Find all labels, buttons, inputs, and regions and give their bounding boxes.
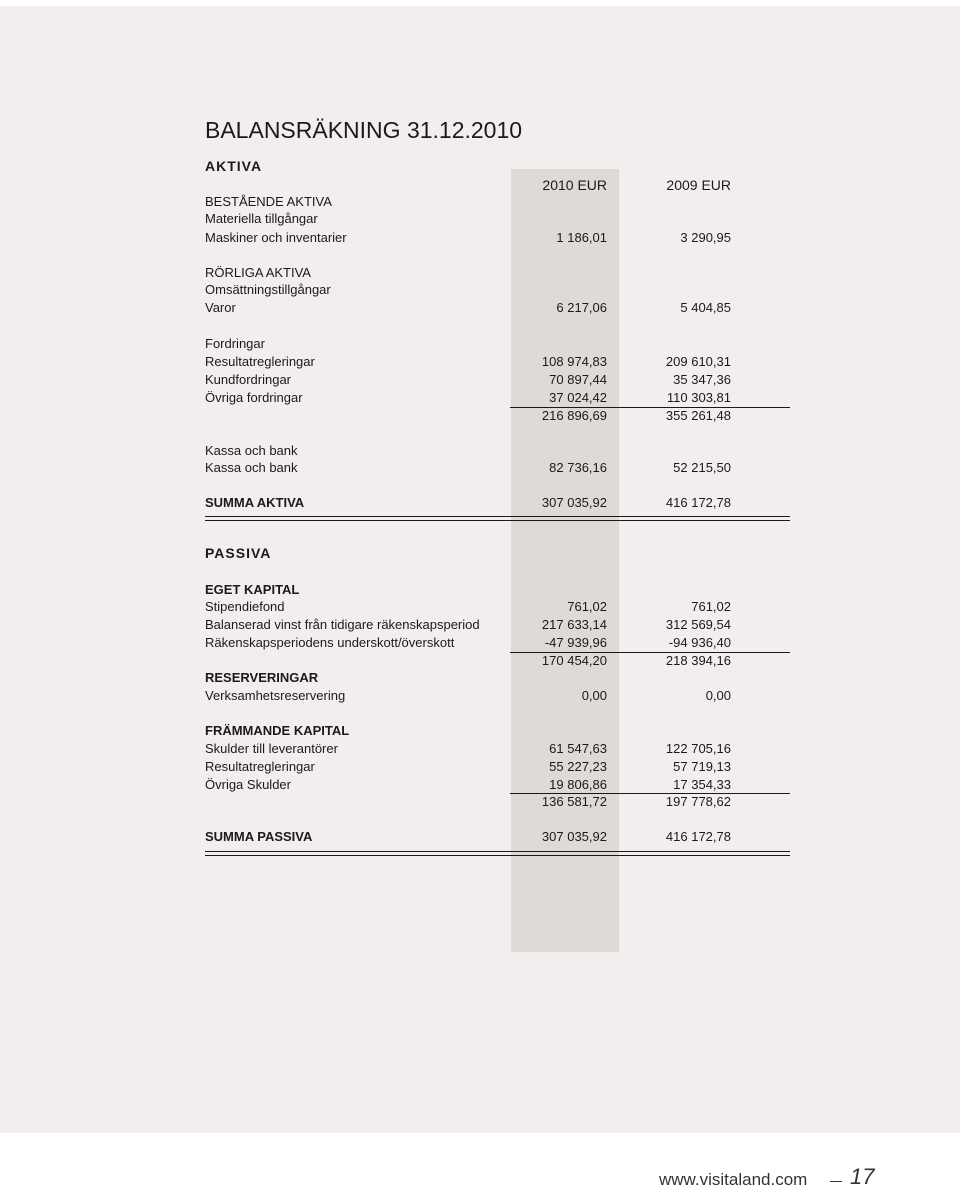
summa-passiva-2010: 307 035,92 xyxy=(541,829,607,844)
page-sheet xyxy=(0,6,960,1133)
row-value-2009: 3 290,95 xyxy=(680,230,731,245)
row-label: Maskiner och inventarier xyxy=(205,230,347,245)
row-label: Resultatregleringar xyxy=(205,759,315,774)
passiva-heading: PASSIVA xyxy=(205,545,272,561)
page-title: BALANSRÄKNING 31.12.2010 xyxy=(205,117,523,143)
row-value-2009: 35 347,36 xyxy=(673,372,731,387)
row-label: Övriga Skulder xyxy=(205,777,291,792)
omsattning-heading: Omsättningstillgångar xyxy=(205,282,331,297)
row-value-2010: 19 806,86 xyxy=(549,777,607,792)
summa-aktiva-2010: 307 035,92 xyxy=(541,495,607,510)
row-value-2009: 0,00 xyxy=(705,688,731,703)
frammande-kapital-heading: FRÄMMANDE KAPITAL xyxy=(205,723,350,738)
row-label: Övriga fordringar xyxy=(205,390,303,405)
row-label: Kassa och bank xyxy=(205,460,298,475)
row-value-2009: 122 705,16 xyxy=(665,741,731,756)
footer-dash xyxy=(830,1181,842,1182)
row-label: Skulder till leverantörer xyxy=(205,741,338,756)
summa-aktiva-label: SUMMA AKTIVA xyxy=(205,495,305,510)
rorliga-aktiva-heading: RÖRLIGA AKTIVA xyxy=(205,265,311,280)
footer-url: www.visitaland.com xyxy=(659,1170,808,1189)
reserveringar-heading: RESERVERINGAR xyxy=(205,670,319,685)
row-value-2010: -47 939,96 xyxy=(544,635,607,650)
double-rule-bottom xyxy=(205,520,790,521)
column-header-2009: 2009 EUR xyxy=(666,177,731,193)
row-value-2010: 6 217,06 xyxy=(556,300,607,315)
row-value-2009: 57 719,13 xyxy=(673,759,731,774)
row-value-2010: 217 633,14 xyxy=(541,617,607,632)
row-label: Balanserad vinst från tidigare räkenskapsperiod xyxy=(205,617,480,632)
summa-passiva-label: SUMMA PASSIVA xyxy=(205,829,313,844)
row-value-2010: 1 186,01 xyxy=(556,230,607,245)
summa-passiva-2009: 416 172,78 xyxy=(665,829,731,844)
subtotal-value-2009: 218 394,16 xyxy=(665,653,731,668)
aktiva-heading: AKTIVA xyxy=(205,158,263,174)
row-label: Resultatregleringar xyxy=(205,354,315,369)
double-rule-top xyxy=(205,851,790,852)
row-value-2009: 312 569,54 xyxy=(665,617,731,632)
row-value-2010: 108 974,83 xyxy=(541,354,607,369)
bestaende-aktiva-heading: BESTÅENDE AKTIVA xyxy=(205,194,332,209)
row-value-2009: 5 404,85 xyxy=(680,300,731,315)
page-number: 17 xyxy=(850,1164,875,1189)
row-value-2010: 761,02 xyxy=(567,599,607,614)
row-value-2010: 37 024,42 xyxy=(549,390,607,405)
row-value-2009: -94 936,40 xyxy=(668,635,731,650)
fordringar-heading: Fordringar xyxy=(205,336,265,351)
subtotal-value-2010: 136 581,72 xyxy=(541,794,607,809)
row-label: Varor xyxy=(205,300,236,315)
row-label: Stipendiefond xyxy=(205,599,285,614)
row-value-2010: 82 736,16 xyxy=(549,460,607,475)
materiella-heading: Materiella tillgångar xyxy=(205,211,318,226)
row-label: Verksamhetsreservering xyxy=(205,688,346,703)
row-value-2010: 61 547,63 xyxy=(549,741,607,756)
row-value-2010: 70 897,44 xyxy=(549,372,607,387)
subtotal-value-2009: 355 261,48 xyxy=(665,408,731,423)
row-value-2010: 0,00 xyxy=(581,688,607,703)
row-value-2009: 110 303,81 xyxy=(666,390,731,405)
row-value-2009: 761,02 xyxy=(691,599,731,614)
row-label: Räkenskapsperiodens underskott/överskott xyxy=(205,635,455,650)
double-rule-bottom xyxy=(205,855,790,856)
row-value-2009: 17 354,33 xyxy=(673,777,731,792)
subtotal-value-2009: 197 778,62 xyxy=(665,794,731,809)
double-rule-top xyxy=(205,516,790,517)
row-value-2009: 209 610,31 xyxy=(665,354,731,369)
summa-aktiva-2009: 416 172,78 xyxy=(665,495,731,510)
row-value-2010: 55 227,23 xyxy=(549,759,607,774)
row-label: Kundfordringar xyxy=(205,372,291,387)
column-header-2010: 2010 EUR xyxy=(542,177,607,193)
row-value-2009: 52 215,50 xyxy=(673,460,731,475)
eget-kapital-heading: EGET KAPITAL xyxy=(205,582,300,597)
kassa-heading: Kassa och bank xyxy=(205,443,298,458)
subtotal-value-2010: 170 454,20 xyxy=(541,653,607,668)
subtotal-value-2010: 216 896,69 xyxy=(541,408,607,423)
